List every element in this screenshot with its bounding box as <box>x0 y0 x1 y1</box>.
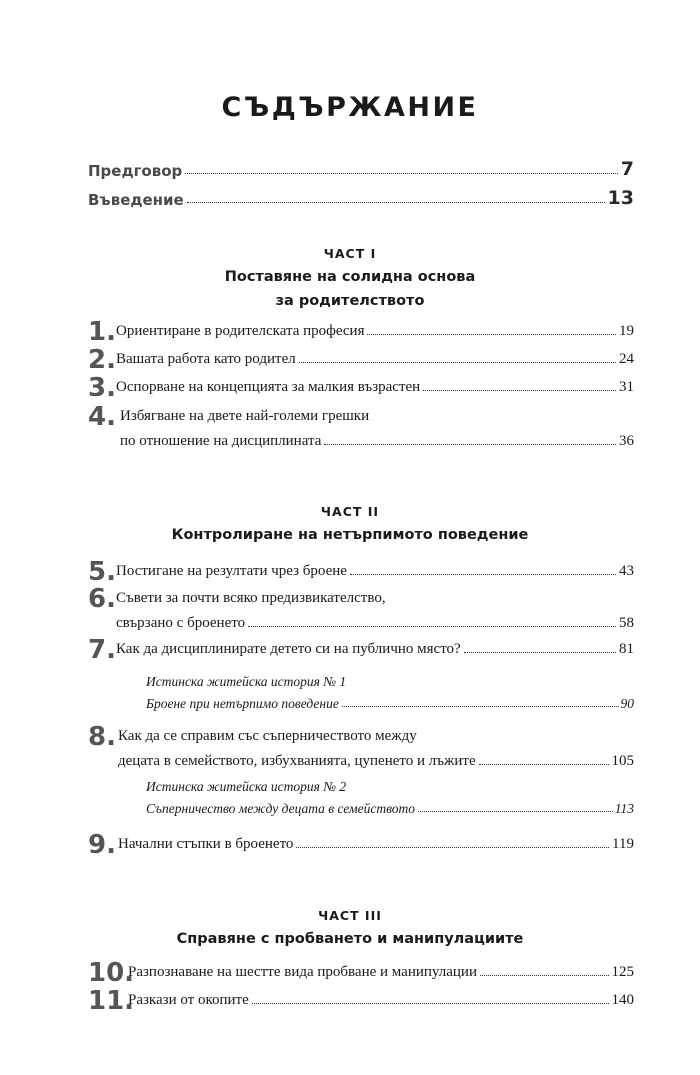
story-title: Броене при нетърпимо поведение <box>146 696 339 711</box>
leader-dots <box>252 1003 609 1004</box>
leader-dots <box>480 975 609 976</box>
chapter-number: 10. <box>88 958 135 988</box>
chapter-title: Разкази от окопите <box>128 992 249 1008</box>
chapter-title: Съвети за почти всяко предизвикателство, <box>116 590 386 606</box>
chapter-number: 2. <box>88 345 116 375</box>
part-heading-3 <box>0 908 700 951</box>
leader-dots <box>479 764 609 765</box>
toc-page-number: 43 <box>619 563 634 579</box>
toc-page-number: 58 <box>619 615 634 631</box>
chapter-number: 8. <box>88 722 116 752</box>
chapter-title-cont: свързано с броенето <box>116 615 246 631</box>
toc-page-number: 113 <box>614 801 634 816</box>
leader-dots <box>248 626 616 627</box>
toc-page-number: 119 <box>612 836 634 852</box>
chapter-number: 9. <box>88 830 116 860</box>
toc-page-number: 105 <box>611 753 634 769</box>
toc-page-number: 140 <box>611 992 634 1008</box>
leader-dots <box>185 173 618 174</box>
chapter-title: Избягване на двете най-големи грешки <box>120 408 370 424</box>
toc-entry-label: Въведение <box>88 191 184 209</box>
leader-dots <box>350 574 616 575</box>
leader-dots <box>367 334 616 335</box>
chapter-title: Вашата работа като родител <box>116 351 296 367</box>
chapter-title: Как да дисциплинирате детето си на публично място? <box>116 641 461 657</box>
chapter-title-cont: децата в семейството, избухванията, цупенето и лъжите <box>118 753 476 769</box>
toc-page-number: 13 <box>607 187 634 209</box>
chapter-title: Постигане на резултати чрез броене <box>116 563 347 579</box>
leader-dots <box>423 390 616 391</box>
part-heading-1 <box>0 246 700 313</box>
toc-page-number: 125 <box>611 964 634 980</box>
leader-dots <box>324 444 616 445</box>
chapter-number: 1. <box>88 317 116 347</box>
leader-dots <box>187 202 605 203</box>
toc-page-number: 31 <box>619 379 634 395</box>
toc-page-number: 81 <box>619 641 634 657</box>
leader-dots <box>296 847 609 848</box>
story-entry-2[interactable] <box>146 779 634 817</box>
toc-entry-label: Предговор <box>88 162 183 180</box>
chapter-title: Разпознаване на шестте вида пробване и манипулации <box>128 964 477 980</box>
chapter-title: Оспорване на концепцията за малкия възрастен <box>116 379 421 395</box>
chapter-title-cont: по отношение на дисциплината <box>120 433 322 449</box>
chapter-title: Ориентиране в родителската професия <box>116 323 365 339</box>
toc-page-number: 36 <box>619 433 634 449</box>
leader-dots <box>299 362 616 363</box>
part-label: ЧАСТ III <box>318 908 382 923</box>
toc-entry-introduction[interactable] <box>88 187 634 209</box>
story-title: Съперничество между децата в семейството <box>146 801 416 816</box>
part-label: ЧАСТ I <box>323 246 377 261</box>
chapter-number: 6. <box>88 584 116 614</box>
leader-dots <box>342 706 619 707</box>
part-heading-2 <box>0 504 700 547</box>
part-title-line: Поставяне на солидна основа <box>224 269 476 285</box>
toc-page-number: 90 <box>620 696 634 711</box>
toc-entry-preface[interactable] <box>88 158 634 180</box>
chapter-title: Как да се справим със съперничеството между <box>118 728 417 744</box>
story-heading: Истинска житейска история № 2 <box>146 779 347 794</box>
chapter-number: 11. <box>88 986 135 1016</box>
leader-dots <box>464 652 616 653</box>
page-title: СЪДЪРЖАНИЕ <box>221 92 479 123</box>
leader-dots <box>418 811 613 812</box>
part-title-line: за родителството <box>275 293 425 309</box>
part-title-line: Справяне с пробването и манипулациите <box>176 931 524 947</box>
chapter-number: 3. <box>88 373 116 403</box>
chapter-number: 7. <box>88 635 116 665</box>
story-entry-1[interactable] <box>146 674 634 712</box>
toc-page-number: 19 <box>619 323 634 339</box>
chapter-title: Начални стъпки в броенето <box>118 836 294 852</box>
toc-page-number: 7 <box>620 158 634 180</box>
part-label: ЧАСТ II <box>320 504 380 519</box>
part-title-line: Контролиране на нетърпимото поведение <box>171 527 529 543</box>
chapter-number: 5. <box>88 557 116 587</box>
story-heading: Истинска житейска история № 1 <box>146 674 347 689</box>
chapter-number: 4. <box>88 402 116 432</box>
toc-page-number: 24 <box>619 351 634 367</box>
